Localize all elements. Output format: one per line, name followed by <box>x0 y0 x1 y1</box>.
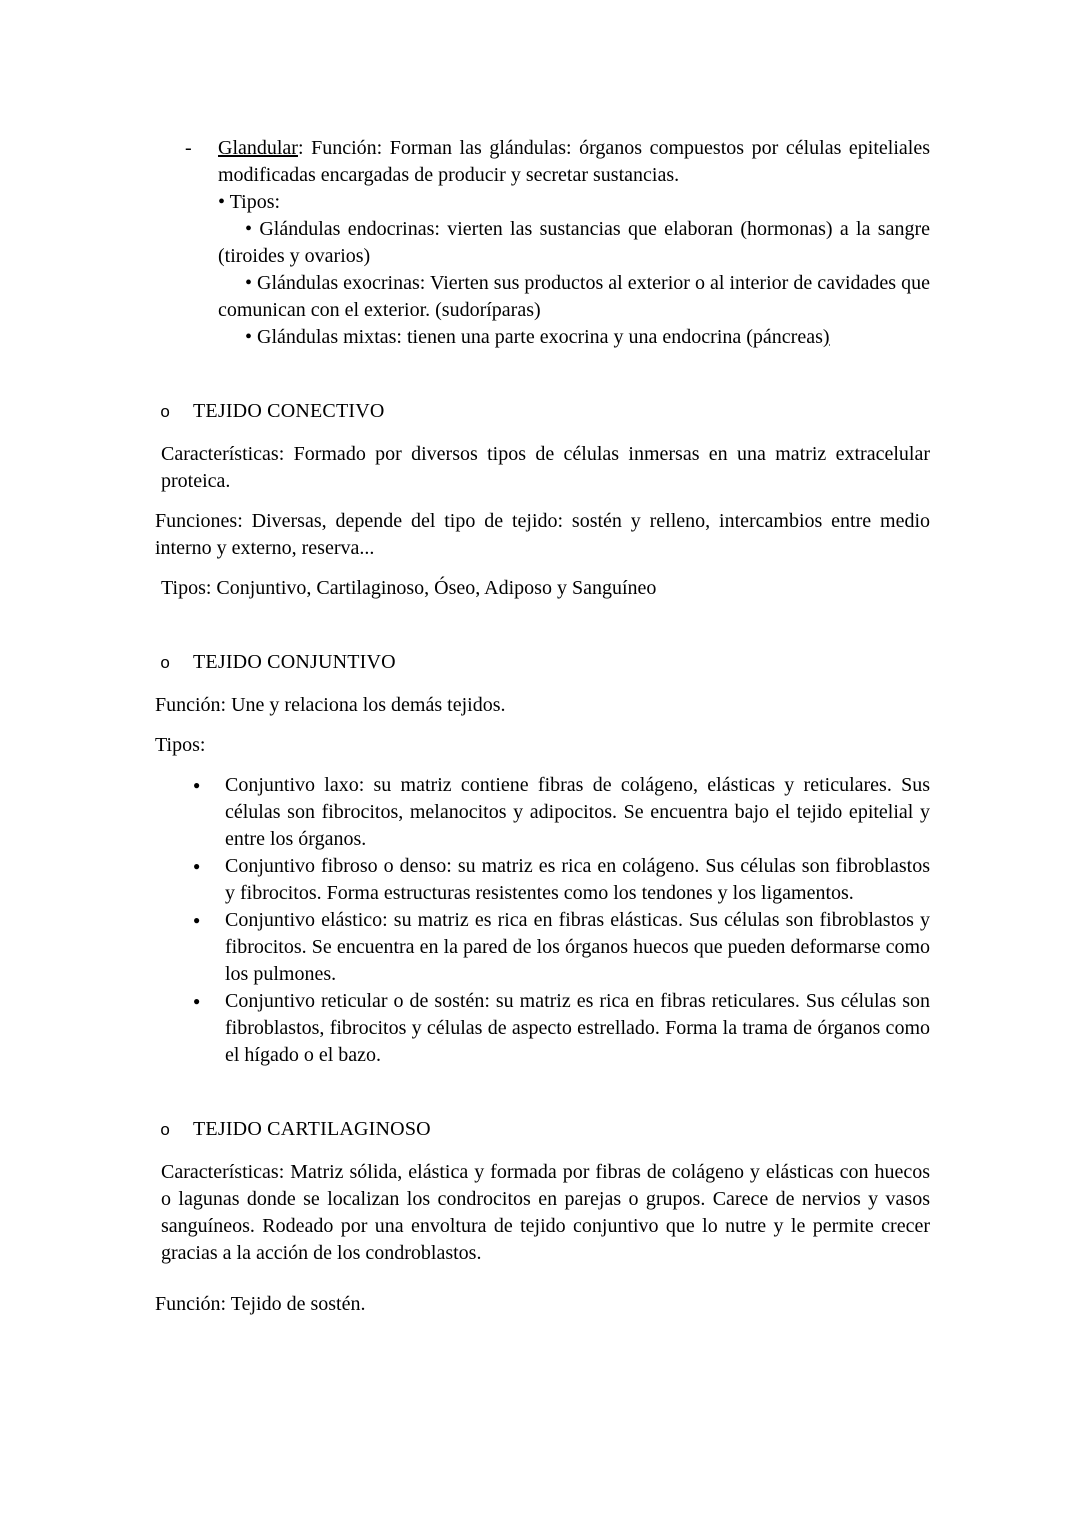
circle-bullet: o <box>160 655 171 674</box>
list-item-text: Conjuntivo reticular o de sostén: su matriz es rica en fibras reticulares. Sus células son fibroblastos, fibrocitos y células de aspecto estrellado. Forma la trama de órganos como el hígado o el bazo. <box>225 990 930 1066</box>
cartilaginoso-caracteristicas: Características: Matriz sólida, elástica y formada por fibras de colágeno y elásticas con huecos o lagunas donde se localizan los condrocitos en parejas o grupos. Carece de nervios y vasos sanguíneos. Rodeado por una envoltura de tejido conjuntivo que lo nutre y le permite crecer gracias a la acción de los condroblastos. <box>161 1161 930 1264</box>
glandulas-mixtas-tail: ) <box>822 326 830 348</box>
dash-bullet: - <box>185 137 192 159</box>
bullet-dot-icon: ● <box>193 859 201 873</box>
glandulas-mixtas-item <box>218 324 930 351</box>
glandular-paragraph <box>218 135 930 189</box>
section-title-conectivo: TEJIDO CONECTIVO <box>193 400 385 422</box>
heading-tejido-conectivo <box>155 398 930 427</box>
section-title-conjuntivo: TEJIDO CONJUNTIVO <box>193 651 396 673</box>
glandular-term: Glandular <box>218 137 298 159</box>
bullet-dot-icon: ● <box>193 778 201 792</box>
bullet-dot-icon: ● <box>193 913 201 927</box>
glandulas-exocrinas-item: • Glándulas exocrinas: Vierten sus productos al exterior o al interior de cavidades que comunican con el exterior. (sudoríparas) <box>218 272 930 321</box>
section-title-cartilaginoso: TEJIDO CARTILAGINOSO <box>193 1118 431 1140</box>
list-item-text: Conjuntivo laxo: su matriz contiene fibras de colágeno, elásticas y reticulares. Sus células son fibrocitos, melanocitos y adipocitos. Se encuentra bajo el tejido epitelial y entre los órganos. <box>225 774 930 850</box>
glandular-tipos-label: • Tipos: <box>218 191 281 213</box>
conjuntivo-types-list <box>155 772 930 1069</box>
conjuntivo-list-item-reticular <box>155 988 930 1069</box>
heading-tejido-cartilaginoso <box>155 1116 930 1145</box>
conjuntivo-tipos-label: Tipos: <box>155 734 206 756</box>
conjuntivo-list-item-laxo <box>155 772 930 853</box>
conjuntivo-list-item-elastico <box>155 907 930 988</box>
glandular-definition: : Función: Forman las glándulas: órganos compuestos por células epiteliales modificadas encargadas de producir y secretar sustancias. <box>218 137 930 186</box>
bullet-dot-icon: ● <box>193 994 201 1008</box>
conectivo-caracteristicas: Características: Formado por diversos tipos de células inmersas en una matriz extracelular proteica. <box>161 443 930 492</box>
list-item-text: Conjuntivo elástico: su matriz es rica en fibras elásticas. Sus células son fibroblastos y fibrocitos. Se encuentra en la pared de los órganos huecos que pueden deformarse como los pulmones. <box>225 909 930 985</box>
conectivo-tipos: Tipos: Conjuntivo, Cartilaginoso, Óseo, Adiposo y Sanguíneo <box>161 577 657 599</box>
cartilaginoso-funcion: Función: Tejido de sostén. <box>155 1293 366 1315</box>
glandular-list-item <box>155 135 930 351</box>
conjuntivo-list-item-fibroso <box>155 853 930 907</box>
glandular-body <box>218 135 930 351</box>
circle-bullet: o <box>160 404 171 423</box>
conectivo-funciones: Funciones: Diversas, depende del tipo de tejido: sostén y relleno, intercambios entre medio interno y externo, reserva... <box>155 510 930 559</box>
glandulas-endocrinas-item: • Glándulas endocrinas: vierten las sustancias que elaboran (hormonas) a la sangre (tiroides y ovarios) <box>218 218 930 267</box>
list-item-text: Conjuntivo fibroso o denso: su matriz es rica en colágeno. Sus células son fibroblastos y fibrocitos. Forma estructuras resistentes como los tendones y los ligamentos. <box>225 855 930 904</box>
heading-tejido-conjuntivo <box>155 649 930 678</box>
glandulas-mixtas-text: • Glándulas mixtas: tienen una parte exocrina y una endocrina (páncreas <box>245 326 823 348</box>
conjuntivo-funcion: Función: Une y relaciona los demás tejidos. <box>155 694 506 716</box>
circle-bullet: o <box>160 1122 171 1141</box>
